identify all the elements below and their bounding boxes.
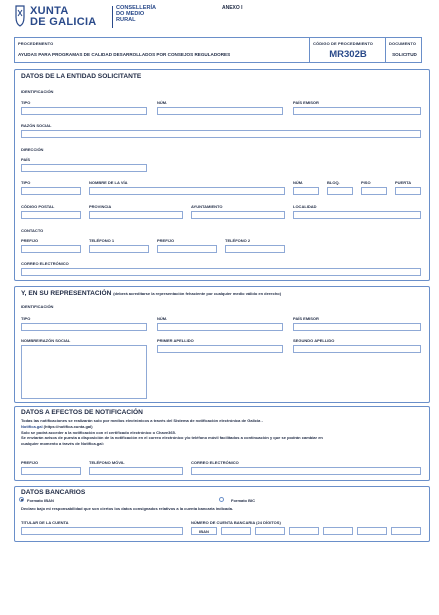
telefono1-input[interactable] <box>89 245 149 253</box>
prefijo1-input[interactable] <box>21 245 81 253</box>
rep-nombre-input[interactable] <box>21 345 147 399</box>
notification-line3: Solo se podrá acceder a la notificación con el certificado electrónico o Chave365. <box>21 429 176 435</box>
notification-line5: cualquier momento a través de Notifica.gal: <box>21 441 104 447</box>
telefono2-label: TELÉFONO 2 <box>225 238 251 243</box>
notif-correo-label: CORREO ELECTRÓNICO <box>191 460 239 465</box>
provincia-label: PROVINCIA <box>89 204 112 209</box>
dept-line2: DO MEDIO <box>116 11 145 18</box>
rep-num-input[interactable] <box>157 323 283 331</box>
bank-declaration: Declaro bajo mi responsabilidad que son ciertos los datos consignados relativos a la cuenta bancaria indicada. <box>21 506 234 511</box>
titular-label: TITULAR DE LA CUENTA <box>21 520 69 525</box>
iban-group-1-input[interactable] <box>221 527 251 535</box>
razon-social-label: RAZÓN SOCIAL <box>21 123 52 128</box>
tipo-via-input[interactable] <box>21 187 81 195</box>
notif-correo-input[interactable] <box>191 467 421 475</box>
procedure-cell <box>15 38 309 62</box>
representative-identification-heading: IDENTIFICACIÓN <box>21 304 54 309</box>
iban-group-3-input[interactable] <box>289 527 319 535</box>
notif-telefono-input[interactable] <box>89 467 183 475</box>
notifica-link[interactable]: Notifica.gal <box>21 423 43 429</box>
piso-label: PISO <box>361 180 371 185</box>
procedure-label: PROCEDEMENTO <box>18 41 54 46</box>
piso-input[interactable] <box>361 187 387 195</box>
applicant-section <box>14 69 430 281</box>
telefono1-label: TELÉFONO 1 <box>89 238 115 243</box>
representative-title-text: Y, EN SU REPRESENTACIÓN <box>21 290 112 297</box>
document-value: SOLICITUD <box>392 52 417 57</box>
numero-cuenta-label: NÚMERO DE CUENTA BANCARIA (24 DÍGITOS) <box>191 520 281 525</box>
document-label: DOCUMENTO <box>389 41 417 46</box>
procedure-code-label: CÓDIGO DE PROCEDIMIENTO <box>313 41 374 46</box>
iban-group-6-input[interactable] <box>391 527 421 535</box>
logo-name <box>30 6 97 28</box>
num-input[interactable] <box>157 107 283 115</box>
representative-title <box>21 290 281 297</box>
num-via-input[interactable] <box>293 187 319 195</box>
logo-name-line2: DE GALICIA <box>30 16 97 28</box>
bic-radio-label: Formato BIC <box>231 497 255 503</box>
ayuntamiento-label: AYUNTAMIENTO <box>191 204 223 209</box>
notif-telefono-label: TELÉFONO MÓVIL <box>89 460 125 465</box>
notification-line4: Se enviarán avisos de puesta a disposición de la notificación en el correo electrónico y/o teléfono móvil facilitados a continuación y que se podrán cambiar en <box>21 435 323 441</box>
iban-prefix-box: IBAN <box>191 527 217 535</box>
notifica-url: (https://notifica.xunta.gal) <box>42 423 93 429</box>
logo-name-line1: XUNTA <box>30 5 69 17</box>
contacto-heading: CONTACTO <box>21 228 44 233</box>
rep-nombre-label: NOMBRE/RAZÓN SOCIAL <box>21 338 71 343</box>
rep-pais-emisor-label: PAÍS EMISOR <box>293 316 319 321</box>
prefijo1-label: PREFIJO <box>21 238 39 243</box>
rep-primer-apellido-label: PRIMER APELLIDO <box>157 338 194 343</box>
num-via-label: NÚM. <box>293 180 304 185</box>
codigo-postal-input[interactable] <box>21 211 81 219</box>
bloq-input[interactable] <box>327 187 353 195</box>
notification-section <box>14 406 430 481</box>
razon-social-input[interactable] <box>21 130 421 138</box>
rep-primer-apellido-input[interactable] <box>157 345 283 353</box>
tipo-input[interactable] <box>21 107 147 115</box>
nombre-via-input[interactable] <box>89 187 285 195</box>
annex-label: ANEXO I <box>222 5 243 11</box>
pais-label: PAÍS <box>21 157 31 162</box>
ayuntamiento-input[interactable] <box>191 211 285 219</box>
procedure-title: AYUDAS PARA PROGRAMAS DE CALIDAD DESARROLLADOS POR CONSEJOS REGULADORES <box>18 52 231 57</box>
notification-info <box>21 418 323 447</box>
rep-tipo-input[interactable] <box>21 323 147 331</box>
notif-prefijo-label: PREFIJO <box>21 460 39 465</box>
bank-section <box>14 486 430 542</box>
document-cell <box>385 38 422 62</box>
correo-label: CORREO ELECTRÓNICO <box>21 261 69 266</box>
representative-note: (deberá acreditarse la representación fehaciente por cualquier medio válido en derecho) <box>113 291 282 296</box>
tipo-via-label: TIPO <box>21 180 31 185</box>
prefijo2-label: PREFIJO <box>157 238 175 243</box>
page-header <box>0 0 439 34</box>
telefono2-input[interactable] <box>225 245 285 253</box>
puerta-label: PUERTA <box>395 180 412 185</box>
pais-input[interactable] <box>21 164 147 172</box>
notif-prefijo-input[interactable] <box>21 467 81 475</box>
provincia-input[interactable] <box>89 211 183 219</box>
department-name <box>116 5 156 24</box>
iban-radio[interactable] <box>19 497 24 502</box>
pais-emisor-input[interactable] <box>293 107 421 115</box>
rep-segundo-apellido-label: SEGUNDO APELLIDO <box>293 338 335 343</box>
bic-radio[interactable] <box>219 497 224 502</box>
applicant-identification-heading: IDENTIFICACIÓN <box>21 89 54 94</box>
rep-pais-emisor-input[interactable] <box>293 323 421 331</box>
notification-line1: Todas las notificaciones se realizarán solo por medios electrónicos a través del Sistema de notificación electrónica de Galicia - <box>21 418 263 423</box>
localidad-input[interactable] <box>293 211 421 219</box>
nombre-via-label: NOMBRE DE LA VÍA <box>89 180 128 185</box>
procedure-code-cell <box>309 38 385 62</box>
notification-title: DATOS A EFECTOS DE NOTIFICACIÓN <box>21 409 143 416</box>
iban-radio-label: Formato IBAN <box>27 497 54 503</box>
iban-group-2-input[interactable] <box>255 527 285 535</box>
xunta-shield-icon <box>14 5 26 27</box>
puerta-input[interactable] <box>395 187 421 195</box>
num-label: NÚM. <box>157 100 168 105</box>
representative-section <box>14 286 430 403</box>
iban-group-4-input[interactable] <box>323 527 353 535</box>
rep-num-label: NÚM. <box>157 316 168 321</box>
bank-title: DATOS BANCARIOS <box>21 489 86 496</box>
rep-segundo-apellido-input[interactable] <box>293 345 421 353</box>
applicant-title: DATOS DE LA ENTIDAD SOLICITANTE <box>21 73 142 80</box>
rep-tipo-label: TIPO <box>21 316 31 321</box>
xunta-logo <box>14 5 164 31</box>
localidad-label: LOCALIDAD <box>293 204 317 209</box>
codigo-postal-label: CÓDIGO POSTAL <box>21 204 55 209</box>
procedure-box <box>14 37 422 63</box>
procedure-code: MR302B <box>329 49 367 60</box>
iban-group-5-input[interactable] <box>357 527 387 535</box>
dept-line3: RURAL <box>116 17 136 24</box>
direccion-heading: DIRECCIÓN <box>21 147 44 152</box>
logo-divider <box>112 6 113 28</box>
pais-emisor-label: PAÍS EMISOR <box>293 100 319 105</box>
bloq-label: BLOQ. <box>327 180 340 185</box>
dept-line1: CONSELLERÍA <box>116 5 157 11</box>
tipo-label: TIPO <box>21 100 31 105</box>
prefijo2-input[interactable] <box>157 245 217 253</box>
correo-input[interactable] <box>21 268 421 276</box>
titular-input[interactable] <box>21 527 183 535</box>
